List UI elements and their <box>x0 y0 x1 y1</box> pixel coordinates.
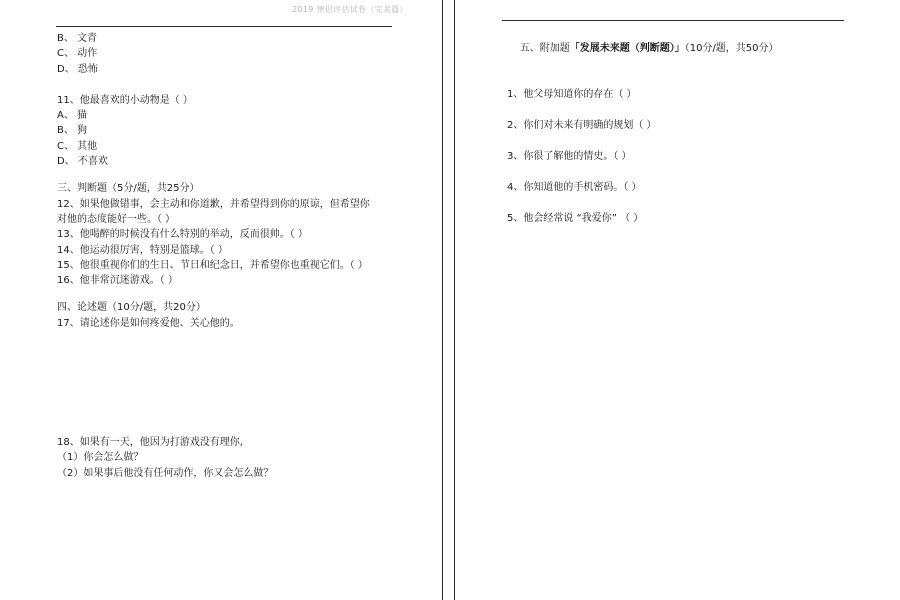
section-4-title: 四、论述题（10分/题，共20分） <box>57 302 206 314</box>
bonus-question-1: 1、他父母知道你的存在（ ） <box>507 89 637 100</box>
question-16: 16、他非常沉迷游戏。（ ） <box>57 275 178 287</box>
section-5-title <box>507 26 887 71</box>
right-page-edge <box>454 0 455 600</box>
question-12-cont: 对他的态度能好一些。（ ） <box>57 213 176 225</box>
question-13: 13、他喝醉的时候没有什么特别的举动，反而很帅。（ ） <box>57 229 308 241</box>
option-d: D、 恐怖 <box>57 63 98 75</box>
bonus-question-2: 2、你们对未来有明确的规划（ ） <box>507 120 657 131</box>
page-header: 2019 情侣评估试卷（完美篇） <box>292 5 408 14</box>
question-17: 17、请论述你是如何疼爱他、关心他的。 <box>57 317 240 329</box>
left-page <box>57 31 437 481</box>
option-b: B、 文青 <box>57 33 98 44</box>
option-d: D、 不喜欢 <box>57 156 108 168</box>
section-5-prefix: 五、附加题 <box>519 43 570 54</box>
question-18: 18、如果有一天，他因为打游戏没有理你, <box>57 437 243 449</box>
question-18-sub-2: （2）如果事后他没有任何动作，你又会怎么做？ <box>57 467 274 479</box>
question-14: 14、他运动很厉害，特别是篮球。（ ） <box>57 244 228 256</box>
left-page-edge <box>442 0 443 600</box>
option-c: C、 动作 <box>57 48 98 60</box>
section-5-bold-title: 「发展未来题（判断题）」 <box>569 43 685 54</box>
bonus-question-3: 3、你很了解他的情史。（ ） <box>507 151 632 162</box>
option-c: C、 其他 <box>57 140 98 152</box>
option-b: B、 狗 <box>57 125 88 137</box>
section-5-suffix: （10分/题，共50分） <box>684 43 779 54</box>
section-3-title: 三、判断题（5分/题，共25分） <box>57 183 200 195</box>
left-top-rule <box>56 26 392 27</box>
bonus-question-5: 5、他会经常说 “我爱你” （ ） <box>507 213 644 224</box>
bonus-question-4: 4、你知道他的手机密码。（ ） <box>507 182 642 193</box>
question-15: 15、他很重视你们的生日、节日和纪念日，并希望你也重视它们。（ ） <box>57 259 368 271</box>
question-12: 12、如果他做错事，会主动和你道歉，并希望得到你的原谅，但希望你 <box>57 198 370 210</box>
right-top-rule <box>502 20 844 21</box>
right-page <box>507 26 887 226</box>
option-a: A、 猫 <box>57 110 88 122</box>
question-18-sub-1: （1）你会怎么做？ <box>57 452 144 464</box>
question-11: 11、他最喜欢的小动物是（ ） <box>57 94 193 106</box>
